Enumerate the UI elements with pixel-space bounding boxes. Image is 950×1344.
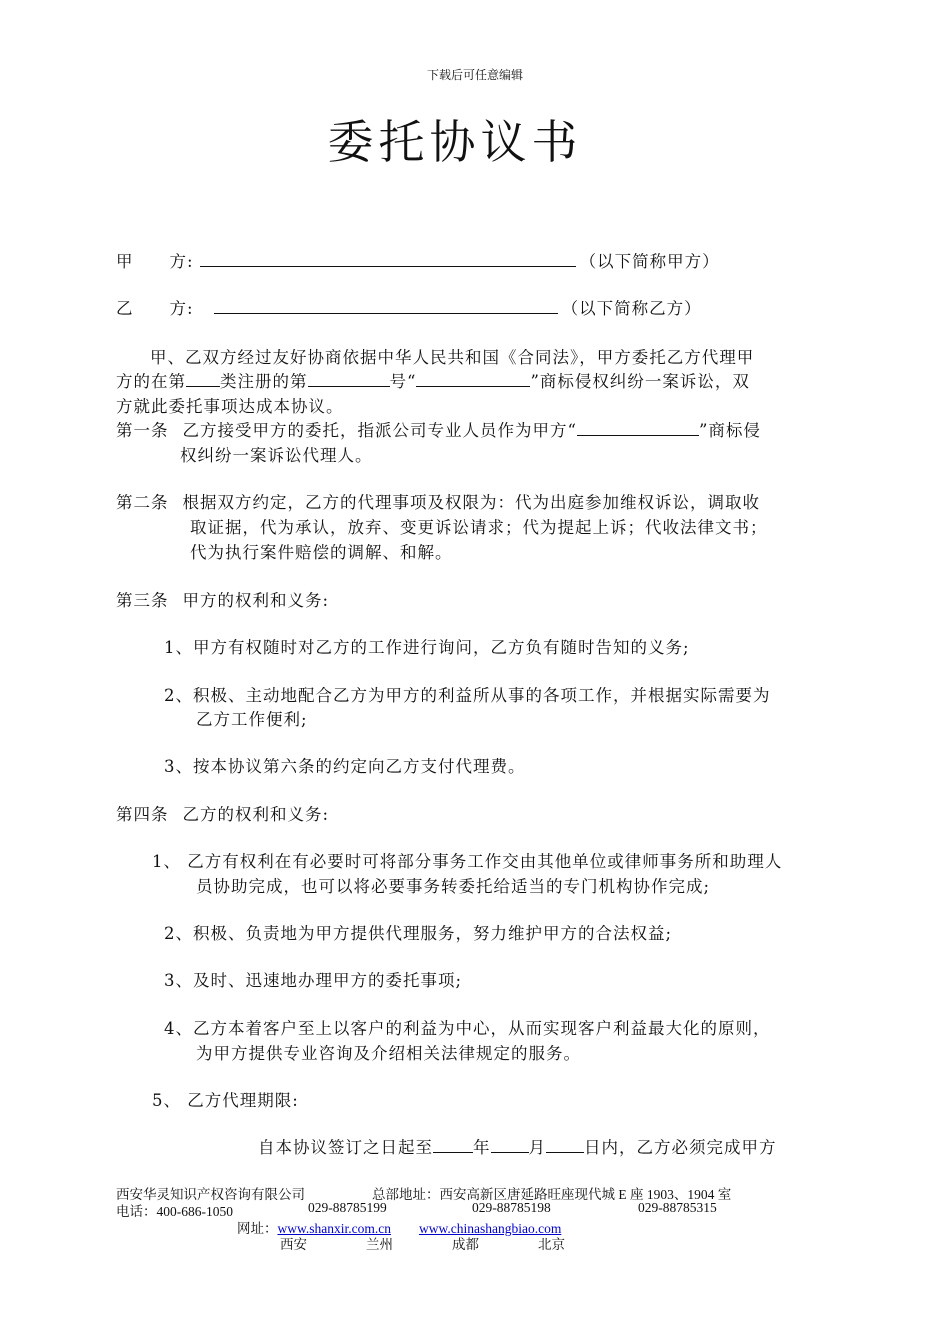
intro-text: 方的在第 — [116, 372, 186, 391]
article4-item-2: 2、积极、负责地为甲方提供代理服务，努力维护甲方的合法权益; — [164, 924, 673, 943]
footer-website-link-2[interactable]: www.chinashangbiao.com — [418, 1221, 562, 1236]
document-title: 委托协议书 — [327, 115, 583, 169]
article2-line-1 — [116, 489, 760, 513]
article1-line-2: 权纠纷一案诉讼代理人。 — [180, 446, 373, 465]
article4-heading-line — [116, 801, 329, 825]
party-a-label: 甲 — [116, 252, 134, 271]
term-month-blank[interactable] — [491, 1136, 529, 1153]
term-year-blank[interactable] — [433, 1136, 473, 1153]
article3-heading: 第三条 — [116, 591, 169, 610]
article3-heading-line — [116, 587, 329, 611]
party-b-line — [116, 295, 702, 319]
article1-text: 乙方接受甲方的委托，指派公司专业人员作为甲方“ — [182, 421, 577, 440]
header-note: 下载后可任意编辑 — [426, 68, 523, 82]
term-text: 年 — [473, 1138, 491, 1157]
footer-city-2: 兰州 — [366, 1237, 393, 1252]
term-text: 月 — [528, 1138, 546, 1157]
footer-city-3: 成都 — [452, 1237, 479, 1252]
article2-heading: 第二条 — [116, 493, 169, 512]
intro-line-3: 方就此委托事项达成本协议。 — [116, 397, 344, 416]
article3-item-2: 2、积极、主动地配合乙方为甲方的利益所从事的各项工作，并根据实际需要为 — [164, 686, 771, 705]
footer-phone-3: 029-88785198 — [472, 1200, 551, 1215]
agency-term-line — [258, 1134, 777, 1158]
article3-item-1: 1、甲方有权随时对乙方的工作进行询问，乙方负有随时告知的义务; — [164, 638, 690, 657]
article2-line-3: 代为执行案件赔偿的调解、和解。 — [190, 543, 453, 562]
article1-trademark-blank[interactable] — [577, 419, 699, 436]
intro-text: 号“ — [389, 372, 417, 391]
article4-item-3: 3、及时、迅速地办理甲方的委托事项; — [164, 971, 463, 990]
article4-title: 乙方的权利和义务: — [182, 805, 330, 824]
article4-heading: 第四条 — [116, 805, 169, 824]
footer-phone-2: 029-88785199 — [308, 1200, 387, 1215]
term-day-blank[interactable] — [546, 1136, 584, 1153]
footer-phone-4: 029-88785315 — [638, 1200, 717, 1215]
article1-line-1 — [116, 417, 761, 441]
footer-city-1: 西安 — [280, 1237, 307, 1252]
article3-item-3: 3、按本协议第六条的约定向乙方支付代理费。 — [164, 757, 526, 776]
footer-web-label: 网址： — [237, 1221, 278, 1236]
article4-item-4-cont: 为甲方提供专业咨询及介绍相关法律规定的服务。 — [196, 1044, 581, 1063]
registration-number-blank[interactable] — [308, 370, 390, 387]
article3-item-2-cont: 乙方工作便利; — [196, 710, 308, 729]
intro-text: 类注册的第 — [220, 372, 308, 391]
term-text: 自本协议签订之日起至 — [258, 1138, 433, 1157]
party-b-label: 乙 — [116, 299, 134, 318]
article2-line-2: 取证据，代为承认，放弃、变更诉讼请求；代为提起上诉；代收法律文书； — [190, 518, 768, 537]
footer-company: 西安华灵知识产权咨询有限公司 — [116, 1187, 305, 1202]
party-a-note: （以下简称甲方） — [579, 252, 720, 271]
party-b-note: （以下简称乙方） — [561, 299, 702, 318]
party-b-label-suffix: 方: — [169, 299, 194, 318]
footer-website-link-1[interactable]: www.shanxir.com.cn — [277, 1221, 391, 1236]
party-b-name-blank[interactable] — [214, 297, 558, 314]
class-number-blank[interactable] — [186, 370, 220, 387]
party-a-label-suffix: 方: — [169, 252, 194, 271]
intro-line-1: 甲、乙双方经过友好协商依据中华人民共和国《合同法》，甲方委托乙方代理甲 — [150, 348, 755, 367]
intro-line-2 — [116, 368, 750, 392]
article4-item-5: 5、 乙方代理期限: — [152, 1091, 299, 1110]
article2-text: 根据双方约定，乙方的代理事项及权限为：代为出庭参加维权诉讼，调取收 — [182, 493, 760, 512]
footer-phone-1: 电话：400-686-1050 — [116, 1204, 233, 1219]
article4-item-1-cont: 员协助完成，也可以将必要事务转委托给适当的专门机构协作完成; — [196, 877, 711, 896]
footer-address: 总部地址：西安高新区唐延路旺座现代城 E 座 1903、1904 室 — [372, 1187, 732, 1202]
article4-item-1: 1、 乙方有权利在有必要时可将部分事务工作交由其他单位或律师事务所和助理人 — [152, 852, 783, 871]
article4-item-4: 4、乙方本着客户至上以客户的利益为中心，从而实现客户利益最大化的原则， — [164, 1019, 771, 1038]
trademark-name-blank[interactable] — [416, 370, 530, 387]
article3-title: 甲方的权利和义务: — [182, 591, 330, 610]
intro-text: ”商标侵权纠纷一案诉讼，双 — [530, 372, 750, 391]
article1-heading: 第一条 — [116, 421, 169, 440]
term-text: 日内，乙方必须完成甲方 — [584, 1138, 777, 1157]
party-a-name-blank[interactable] — [200, 250, 576, 267]
footer-city-4: 北京 — [538, 1237, 565, 1252]
article1-text: ”商标侵 — [698, 421, 761, 440]
party-a-line — [116, 248, 720, 272]
